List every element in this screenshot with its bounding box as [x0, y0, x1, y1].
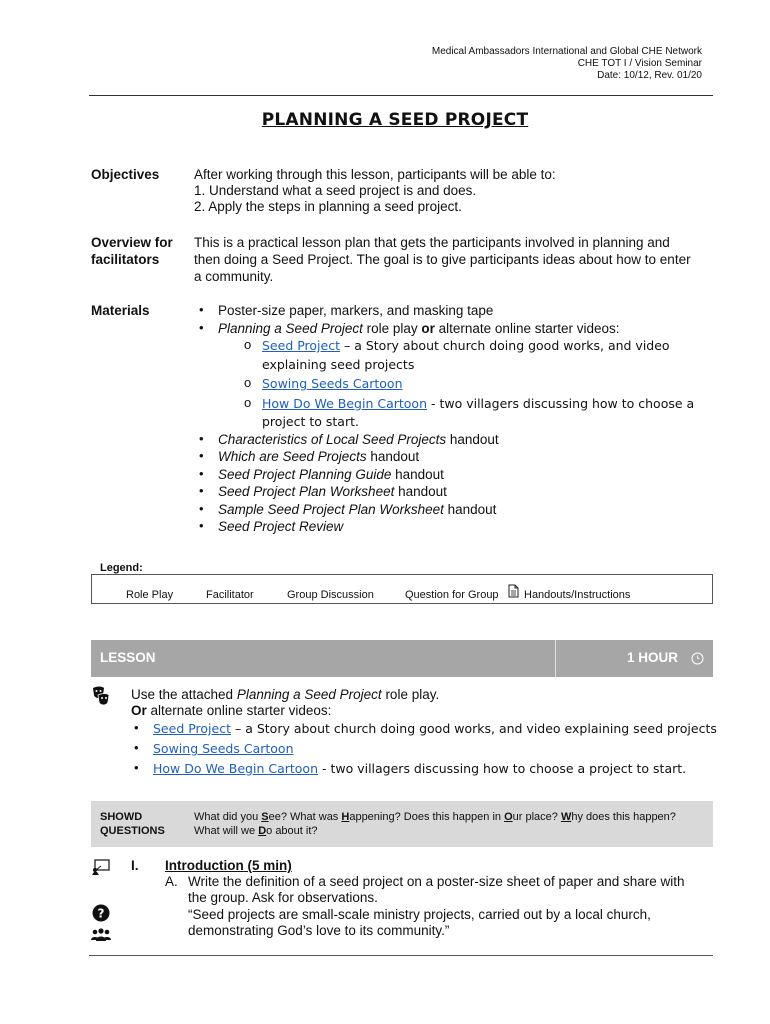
sowing-seeds-link[interactable]: Sowing Seeds Cartoon — [262, 376, 403, 391]
objective-item-1: 1. Understand what a seed project is and does. — [194, 183, 477, 198]
svg-text:?: ? — [97, 906, 105, 921]
overview-label-2: facilitators — [91, 252, 160, 267]
handout-item — [218, 466, 444, 483]
circle-bullet-icon: o — [244, 375, 252, 390]
handout-title: Sample Seed Project Plan Worksheet — [218, 502, 444, 517]
materials-sub-3 — [262, 395, 694, 412]
seed-project-desc: – a Story about church doing good works, and video explaining seed projects — [231, 721, 717, 736]
q-letter: S — [261, 811, 269, 823]
legend-handouts: Handouts/Instructions — [524, 589, 631, 601]
materials-sub-2 — [262, 375, 403, 392]
objectives-label: Objectives — [91, 167, 160, 182]
handout-icon — [508, 584, 519, 598]
handout-title: Seed Project Plan Worksheet — [218, 484, 395, 499]
materials-sub-3-cont: project to start. — [262, 414, 359, 429]
intro-a-line-1: Write the definition of a seed project on a poster-size sheet of paper and share with — [188, 874, 685, 889]
showd-label-1: SHOWD — [100, 811, 143, 823]
how-do-we-begin-link[interactable]: How Do We Begin Cartoon — [262, 396, 427, 411]
intro-quote-2: demonstrating God’s love to its community.” — [188, 923, 450, 938]
question-icon — [92, 904, 110, 922]
q-text: What will we — [194, 825, 259, 837]
materials-item-2 — [218, 320, 620, 337]
seed-project-link[interactable]: Seed Project — [262, 338, 340, 353]
handout-title: Which are Seed Projects — [218, 449, 367, 464]
overview-line-1: This is a practical lesson plan that gets the participants involved in planning and — [194, 235, 670, 250]
lesson-video-1 — [153, 720, 717, 737]
role-play-text: role play — [362, 321, 422, 336]
lesson-video-2 — [153, 740, 294, 757]
intro-a-label: A. — [165, 874, 178, 889]
header-date: Date: 10/12, Rev. 01/20 — [597, 70, 702, 81]
or-rest: alternate online starter videos: — [146, 703, 332, 718]
use-suffix: role play. — [381, 687, 440, 702]
handout-title: Characteristics of Local Seed Projects — [218, 432, 447, 447]
handout-suffix: handout — [443, 502, 497, 517]
handout-item — [218, 501, 496, 518]
how-do-we-begin-desc: - two villagers discussing how to choose a — [427, 396, 695, 411]
q-text: hy does this happen? — [571, 811, 676, 823]
page-title: PLANNING A SEED PROJECT — [261, 110, 529, 130]
footer-divider — [89, 955, 713, 956]
intro-numeral: I. — [131, 858, 139, 873]
bullet-icon: • — [199, 466, 204, 481]
q-text: appening? Does this happen in — [349, 811, 505, 823]
bullet-icon: • — [199, 320, 204, 335]
bullet-icon: • — [134, 760, 139, 775]
header-divider — [89, 95, 713, 96]
materials-sub-1-cont: explaining seed projects — [262, 357, 415, 372]
handout-suffix: handout — [446, 432, 499, 447]
lesson-bar — [91, 640, 713, 677]
lesson-video-3 — [153, 760, 686, 777]
objectives-intro: After working through this lesson, participants will be able to: — [194, 167, 556, 182]
lesson-label: LESSON — [100, 650, 156, 665]
q-letter: O — [504, 811, 513, 823]
q-text: o about it? — [266, 825, 318, 837]
bullet-icon: • — [134, 720, 139, 735]
q-letter: W — [560, 811, 572, 823]
circle-bullet-icon: o — [244, 337, 252, 352]
legend-facilitator: Facilitator — [206, 589, 254, 601]
lesson-bar-divider — [555, 640, 556, 677]
overview-label-1: Overview for — [91, 235, 173, 250]
handout-item — [218, 518, 343, 535]
or-bold: Or — [131, 703, 147, 718]
theater-masks-icon — [91, 686, 111, 708]
lesson-duration: 1 HOUR — [627, 650, 679, 665]
objective-item-2: 2. Apply the steps in planning a seed project. — [194, 199, 462, 214]
bullet-icon: • — [134, 740, 139, 755]
q-letter: D — [258, 825, 267, 837]
seed-project-desc: – a Story about church doing good works, and video — [340, 338, 670, 353]
q-text: ur place? — [512, 811, 561, 823]
how-do-we-begin-desc: - two villagers discussing how to choose a project to start. — [318, 761, 687, 776]
showd-question-2 — [194, 825, 318, 837]
handout-item — [218, 483, 447, 500]
lesson-or-line — [131, 702, 331, 719]
lesson-use-line — [131, 686, 439, 703]
showd-box — [91, 801, 713, 847]
use-title: Planning a Seed Project — [236, 687, 382, 702]
bullet-icon: • — [199, 302, 204, 317]
handout-item — [218, 431, 499, 448]
legend-group-discussion: Group Discussion — [287, 589, 374, 601]
videos-text: alternate online starter videos: — [434, 321, 620, 336]
clock-icon — [691, 652, 704, 665]
legend-role-play: Role Play — [126, 589, 174, 601]
q-text: What did you — [194, 811, 262, 823]
intro-quote-1: “Seed projects are small-scale ministry projects, carried out by a local church, — [188, 907, 651, 922]
role-play-title: Planning a Seed Project — [218, 321, 363, 336]
q-text: ee? What was — [268, 811, 342, 823]
bullet-icon: • — [199, 448, 204, 463]
handout-suffix: handout — [366, 449, 420, 464]
handout-item — [218, 448, 419, 465]
header-course: CHE TOT I / Vision Seminar — [577, 58, 702, 69]
materials-label: Materials — [91, 303, 150, 318]
use-prefix: Use the attached — [131, 687, 237, 702]
materials-item-1: Poster-size paper, markers, and masking tape — [218, 303, 494, 318]
circle-bullet-icon: o — [244, 395, 252, 410]
handout-suffix: handout — [394, 484, 447, 499]
intro-heading: Introduction (5 min) — [165, 858, 292, 873]
bullet-icon: • — [199, 501, 204, 516]
handout-suffix: handout — [391, 467, 444, 482]
bullet-icon: • — [199, 431, 204, 446]
q-letter: H — [341, 811, 350, 823]
overview-line-3: a community. — [194, 269, 274, 284]
legend-question: Question for Group — [405, 589, 499, 601]
or-text: or — [421, 321, 435, 336]
handout-title: Seed Project Planning Guide — [218, 467, 392, 482]
sowing-seeds-link[interactable]: Sowing Seeds Cartoon — [153, 741, 294, 756]
group-discussion-icon — [90, 927, 112, 943]
how-do-we-begin-link[interactable]: How Do We Begin Cartoon — [153, 761, 318, 776]
legend-label: Legend: — [100, 562, 143, 574]
materials-sub-1 — [262, 337, 670, 354]
seed-project-link[interactable]: Seed Project — [153, 721, 231, 736]
handout-title: Seed Project Review — [218, 519, 344, 534]
bullet-icon: • — [199, 518, 204, 533]
showd-label-2: QUESTIONS — [100, 825, 165, 837]
header-org: Medical Ambassadors International and Global CHE Network — [431, 46, 702, 57]
overview-line-2: then doing a Seed Project. The goal is to give participants ideas about how to enter — [194, 252, 691, 267]
bullet-icon: • — [199, 483, 204, 498]
facilitator-board-icon — [91, 858, 111, 876]
showd-question-1 — [194, 811, 676, 823]
intro-a-line-2: the group. Ask for observations. — [188, 890, 378, 905]
